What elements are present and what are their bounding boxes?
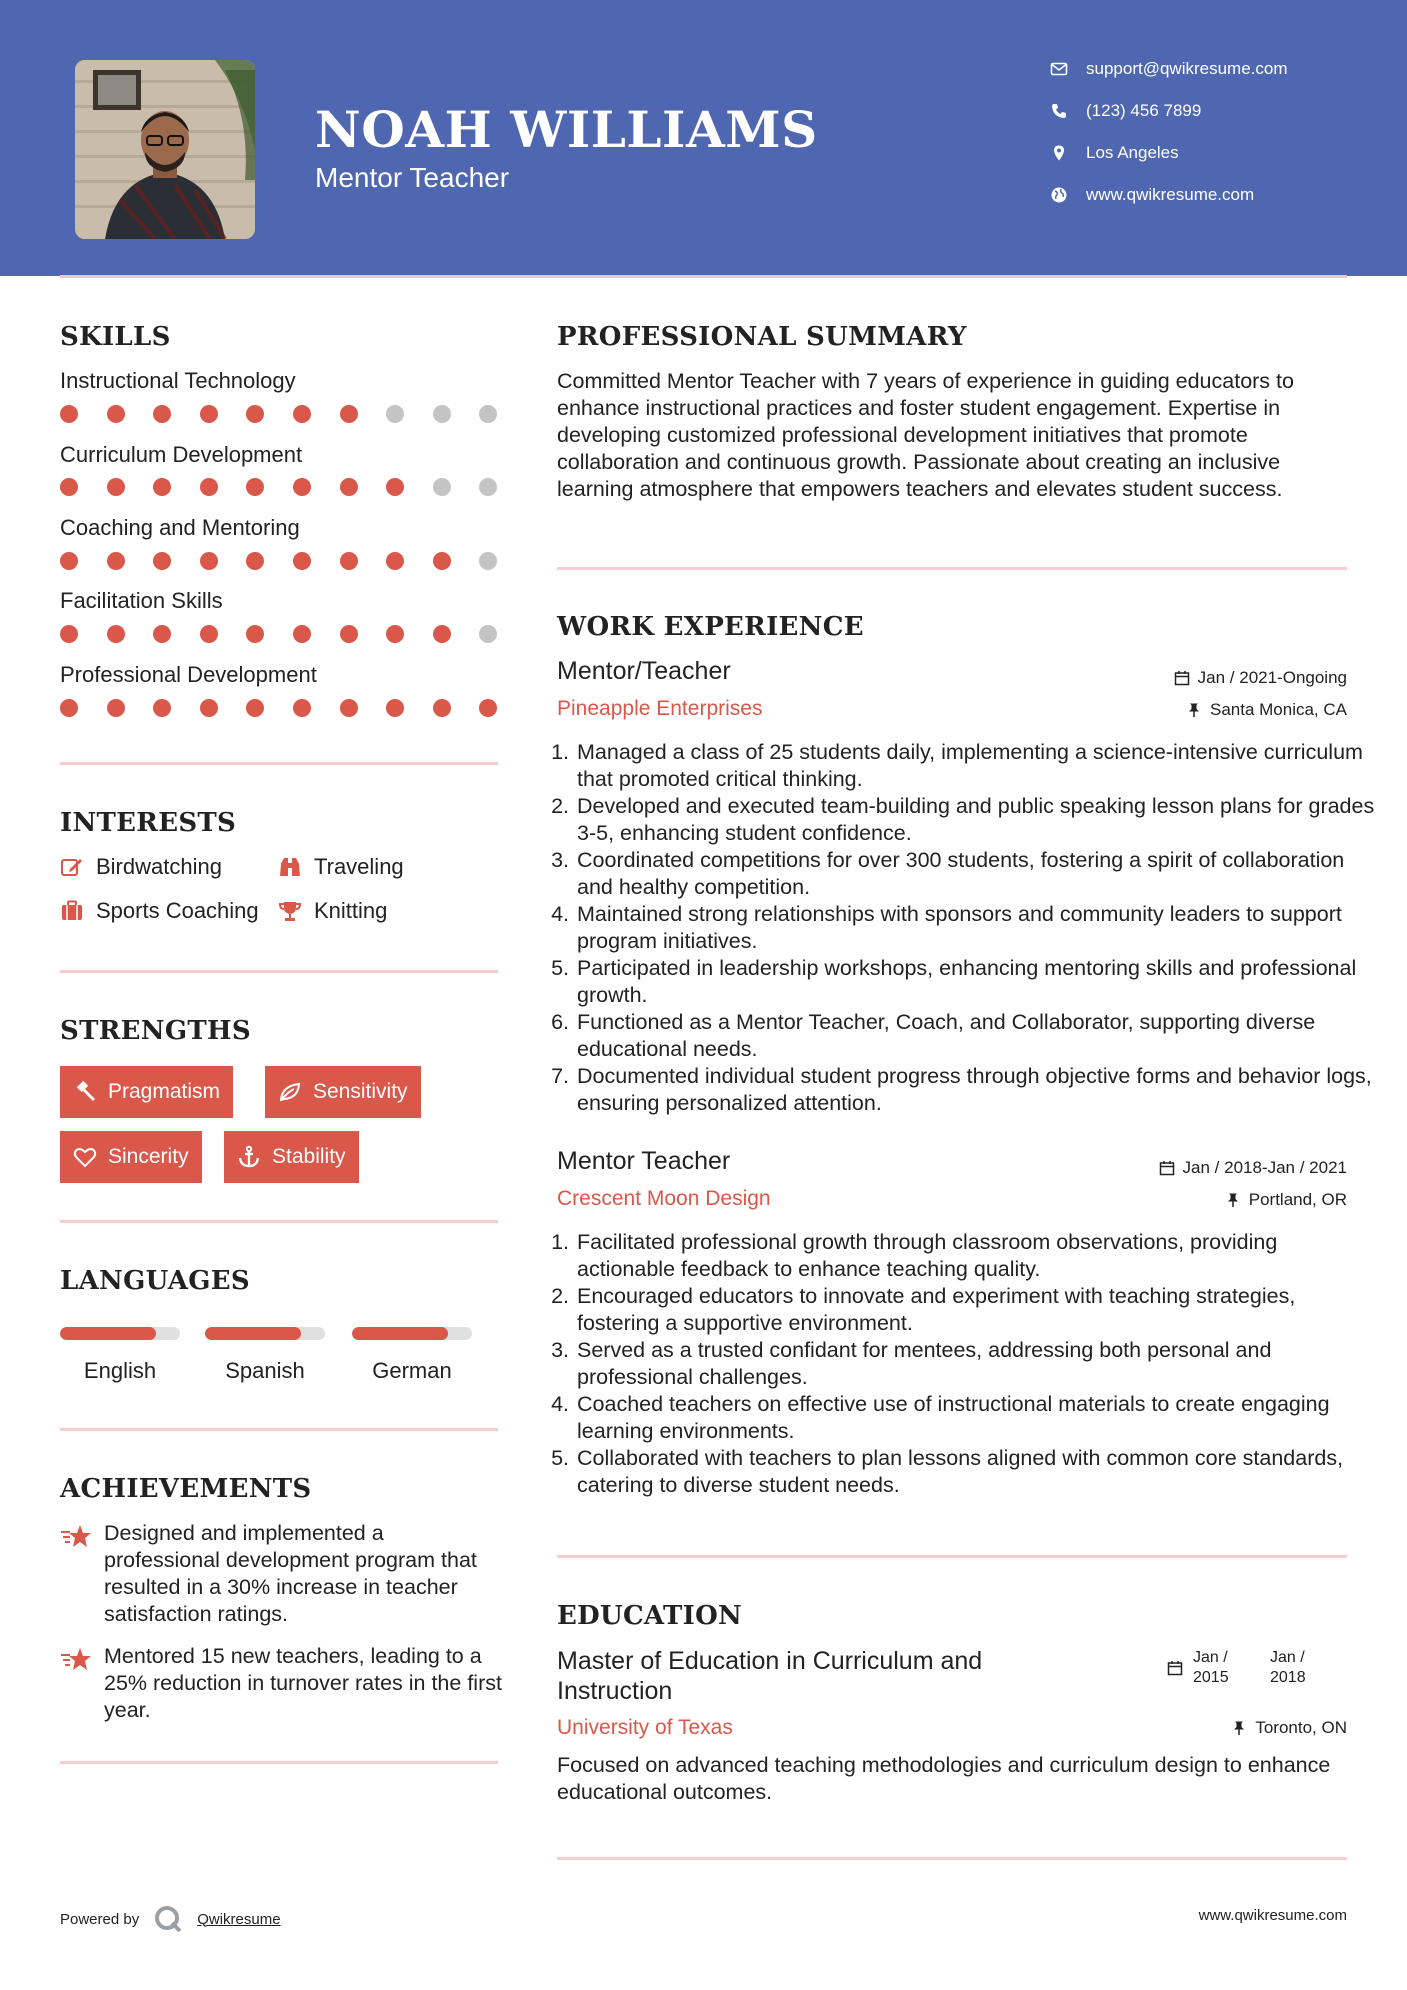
rating-dot-filled <box>60 405 78 423</box>
contact-email[interactable] <box>1050 59 1288 79</box>
rating-dot-empty <box>433 405 451 423</box>
section-divider <box>60 970 498 973</box>
education-location-text: Toronto, ON <box>1255 1718 1347 1737</box>
education-title: EDUCATION <box>557 1601 743 1631</box>
email-text: support@qwikresume.com <box>1086 59 1288 78</box>
job-responsibilities <box>557 739 1375 1117</box>
languages-title: LANGUAGES <box>60 1266 250 1296</box>
list-item: 4. Maintained strong relationships with sponsors and community leaders to support program initiatives. <box>575 901 1375 955</box>
rating-dot-empty <box>479 552 497 570</box>
education-start <box>1193 1648 1229 1688</box>
degree-title: Master of Education in Curriculum and <box>557 1647 983 1675</box>
summary-title: PROFESSIONAL SUMMARY <box>557 322 967 352</box>
rating-dot-filled <box>60 699 78 717</box>
rating-dot-filled <box>433 625 451 643</box>
skill-rating <box>60 552 526 570</box>
rating-dot-filled <box>293 699 311 717</box>
skill-rating <box>60 625 526 643</box>
rating-dot-filled <box>107 625 125 643</box>
language-level-bar <box>60 1327 180 1340</box>
company-name: Crescent Moon Design <box>557 1187 771 1210</box>
job-location-text: Santa Monica, CA <box>1209 700 1347 719</box>
start-year: 2015 <box>1193 1669 1229 1686</box>
achievement-text: Designed and implemented a professional development program that resulted in a 30% increase in teacher satisfaction ratings. <box>104 1521 477 1626</box>
star-icon <box>60 1523 92 1551</box>
job-title: Mentor Teacher <box>557 1147 731 1175</box>
rating-dot-filled <box>246 478 264 496</box>
trophy-icon <box>278 899 302 923</box>
education-description: Focused on advanced teaching methodologies and curriculum design to enhance educational outcomes. <box>557 1753 1331 1804</box>
language-level-fill <box>205 1327 301 1340</box>
list-item: 5. Collaborated with teachers to plan lessons aligned with common core standards, catering to diverse student needs. <box>575 1445 1375 1499</box>
skill-rating <box>60 699 526 717</box>
section-divider <box>60 762 498 765</box>
rating-dot-filled <box>386 625 404 643</box>
calendar-icon <box>1167 1660 1187 1680</box>
job-location-text: Portland, OR <box>1248 1190 1347 1209</box>
location-text: Los Angeles <box>1086 143 1179 162</box>
list-item: 5. Participated in leadership workshops, enhancing mentoring skills and professional growth. <box>575 955 1375 1009</box>
pushpin-icon <box>1186 702 1202 718</box>
experience-title: WORK EXPERIENCE <box>557 612 864 642</box>
powered-by-text: Powered by <box>60 1910 140 1928</box>
achievements-title: ACHIEVEMENTS <box>60 1474 312 1504</box>
footer-powered-by <box>60 1904 281 1934</box>
skill-label: Facilitation Skills <box>60 588 223 613</box>
end-month: Jan / <box>1270 1649 1305 1666</box>
company-name: Pineapple Enterprises <box>557 697 763 720</box>
rating-dot-filled <box>293 478 311 496</box>
brand-link[interactable]: Qwikresume <box>197 1910 281 1928</box>
rating-dot-filled <box>153 552 171 570</box>
list-item: 6. Functioned as a Mentor Teacher, Coach, and Collaborator, supporting diverse educational needs. <box>575 1009 1375 1063</box>
strength-chip <box>265 1066 421 1118</box>
star-icon <box>60 1646 92 1674</box>
list-item: 7. Documented individual student progress through objective forms and behavior logs, ensuring personalized attention. <box>575 1063 1375 1117</box>
rating-dot-filled <box>246 552 264 570</box>
job-responsibilities <box>557 1229 1375 1499</box>
list-item: 1. Facilitated professional growth through classroom observations, providing actionable feedback to enhance teaching quality. <box>575 1229 1375 1283</box>
rating-dot-filled <box>386 699 404 717</box>
rating-dot-filled <box>293 625 311 643</box>
calendar-icon <box>1159 1160 1175 1176</box>
rating-dot-filled <box>340 552 358 570</box>
section-divider <box>60 1220 498 1223</box>
skill-rating <box>60 478 526 496</box>
skill-rating <box>60 405 526 423</box>
map-marker-icon <box>1050 144 1068 162</box>
rating-dot-filled <box>246 699 264 717</box>
phone-text: (123) 456 7899 <box>1086 101 1202 120</box>
profile-photo <box>75 60 255 239</box>
list-item: 3. Coordinated competitions for over 300 students, fostering a spirit of collaboration and healthy competition. <box>575 847 1375 901</box>
list-item: 2. Developed and executed team-building and public speaking lesson plans for grades 3-5, enhancing student confidence. <box>575 793 1375 847</box>
pencil-icon <box>60 855 84 879</box>
language-level-fill <box>352 1327 448 1340</box>
rating-dot-filled <box>386 552 404 570</box>
strengths-title: STRENGTHS <box>60 1016 251 1046</box>
strength-label: Sincerity <box>108 1145 189 1168</box>
rating-dot-filled <box>107 699 125 717</box>
section-divider <box>60 1761 498 1764</box>
job-dates-text: Jan / 2021-Ongoing <box>1197 668 1347 687</box>
rating-dot-filled <box>107 405 125 423</box>
rating-dot-filled <box>433 699 451 717</box>
interest-label: Sports Coaching <box>96 898 259 923</box>
section-divider <box>557 1857 1347 1860</box>
job-dates <box>1159 1158 1347 1178</box>
rating-dot-filled <box>153 405 171 423</box>
rating-dot-filled <box>107 478 125 496</box>
strength-chip <box>60 1066 233 1118</box>
rating-dot-filled <box>340 625 358 643</box>
rating-dot-empty <box>386 405 404 423</box>
rating-dot-filled <box>340 478 358 496</box>
skills-title: SKILLS <box>60 322 171 352</box>
section-divider <box>60 1428 498 1431</box>
job-dates-text: Jan / 2018-Jan / 2021 <box>1182 1158 1347 1177</box>
job-title: Mentor/Teacher <box>557 657 731 685</box>
candidate-role: Mentor Teacher <box>315 162 510 193</box>
skill-label: Curriculum Development <box>60 442 303 467</box>
rating-dot-empty <box>479 405 497 423</box>
qwikresume-logo-icon <box>153 1904 183 1934</box>
pushpin-icon <box>1225 1192 1241 1208</box>
footer-website[interactable]: www.qwikresume.com <box>1198 1907 1347 1924</box>
pushpin-icon <box>1231 1720 1247 1736</box>
language-label: English <box>83 1358 157 1383</box>
interest-label: Birdwatching <box>96 854 222 879</box>
rating-dot-filled <box>246 405 264 423</box>
rating-dot-filled <box>340 699 358 717</box>
list-item: 4. Coached teachers on effective use of instructional materials to create engaging learning environments. <box>575 1391 1375 1445</box>
skill-label: Professional Development <box>60 662 317 687</box>
job-location <box>1225 1190 1347 1210</box>
rating-dot-filled <box>200 478 218 496</box>
rating-dot-filled <box>340 405 358 423</box>
language-level-fill <box>60 1327 156 1340</box>
job-location <box>1186 700 1347 720</box>
rating-dot-filled <box>433 552 451 570</box>
envelope-icon <box>1050 60 1068 78</box>
end-year: 2018 <box>1270 1669 1306 1686</box>
section-divider <box>557 1555 1347 1558</box>
language-level-bar <box>205 1327 325 1340</box>
rating-dot-filled <box>293 405 311 423</box>
leaf-icon <box>278 1080 302 1104</box>
rating-dot-filled <box>200 405 218 423</box>
rating-dot-filled <box>60 625 78 643</box>
skill-label: Coaching and Mentoring <box>60 515 300 540</box>
section-divider <box>557 567 1347 570</box>
rating-dot-empty <box>479 625 497 643</box>
list-item: 1. Managed a class of 25 students daily, implementing a science-intensive curriculum that promoted critical thinking. <box>575 739 1375 793</box>
rating-dot-empty <box>479 478 497 496</box>
contact-website[interactable] <box>1050 185 1254 205</box>
rating-dot-filled <box>386 478 404 496</box>
rating-dot-filled <box>107 552 125 570</box>
rating-dot-filled <box>60 478 78 496</box>
rating-dot-filled <box>200 625 218 643</box>
language-level-bar <box>352 1327 472 1340</box>
achievement-text: Mentored 15 new teachers, leading to a 25% reduction in turnover rates in the first year. <box>104 1644 502 1722</box>
strength-label: Sensitivity <box>313 1080 408 1103</box>
candidate-name: NOAH WILLIAMS <box>315 100 818 159</box>
skill-label: Instructional Technology <box>60 368 296 393</box>
contact-phone[interactable] <box>1050 101 1201 121</box>
rating-dot-filled <box>293 552 311 570</box>
interest-item <box>60 854 222 880</box>
binoculars-icon <box>278 855 302 879</box>
briefcase-icon <box>60 899 84 923</box>
interest-item <box>278 854 404 880</box>
rating-dot-filled <box>153 625 171 643</box>
degree-title-cont: Instruction <box>557 1677 673 1705</box>
job-dates <box>1174 668 1347 688</box>
interest-label: Knitting <box>314 898 388 923</box>
header-divider <box>60 275 1347 278</box>
rating-dot-filled <box>153 699 171 717</box>
header <box>0 0 1407 276</box>
interests-title: INTERESTS <box>60 808 237 838</box>
rating-dot-filled <box>200 552 218 570</box>
heart-icon <box>73 1145 97 1169</box>
anchor-icon <box>237 1145 261 1169</box>
rating-dot-filled <box>60 552 78 570</box>
rating-dot-empty <box>433 478 451 496</box>
list-item: 3. Served as a trusted confidant for mentees, addressing both personal and professional challenges. <box>575 1337 1375 1391</box>
start-month: Jan / <box>1193 1649 1228 1666</box>
rating-dot-filled <box>153 478 171 496</box>
website-text: www.qwikresume.com <box>1086 185 1255 204</box>
interest-item <box>278 898 387 924</box>
language-label: German <box>372 1358 452 1383</box>
phone-icon <box>1050 102 1068 120</box>
globe-icon <box>1050 186 1068 204</box>
strength-chip <box>60 1131 202 1183</box>
interest-label: Traveling <box>314 854 404 879</box>
strength-label: Stability <box>272 1145 346 1168</box>
contact-location <box>1050 143 1179 163</box>
rating-dot-filled <box>200 699 218 717</box>
school-name: University of Texas <box>557 1716 733 1739</box>
calendar-icon <box>1174 670 1190 686</box>
education-location <box>1231 1718 1347 1738</box>
language-label: Spanish <box>225 1358 305 1383</box>
strength-label: Pragmatism <box>108 1080 221 1103</box>
interest-item <box>60 898 259 924</box>
rating-dot-filled <box>479 699 497 717</box>
strength-chip <box>224 1131 359 1183</box>
gavel-icon <box>73 1080 97 1104</box>
education-end <box>1270 1648 1306 1688</box>
list-item: 2. Encouraged educators to innovate and experiment with teaching strategies, fostering a supportive environment. <box>575 1283 1375 1337</box>
rating-dot-filled <box>246 625 264 643</box>
summary-text: Committed Mentor Teacher with 7 years of experience in guiding educators to enhance instructional practices and foster student engagement. Expertise in developing customized professional development initiatives that promote collaboration and continuous growth. Passionate about creating an inclusive learning atmosphere that empowers teachers and elevates student success. <box>557 369 1294 501</box>
